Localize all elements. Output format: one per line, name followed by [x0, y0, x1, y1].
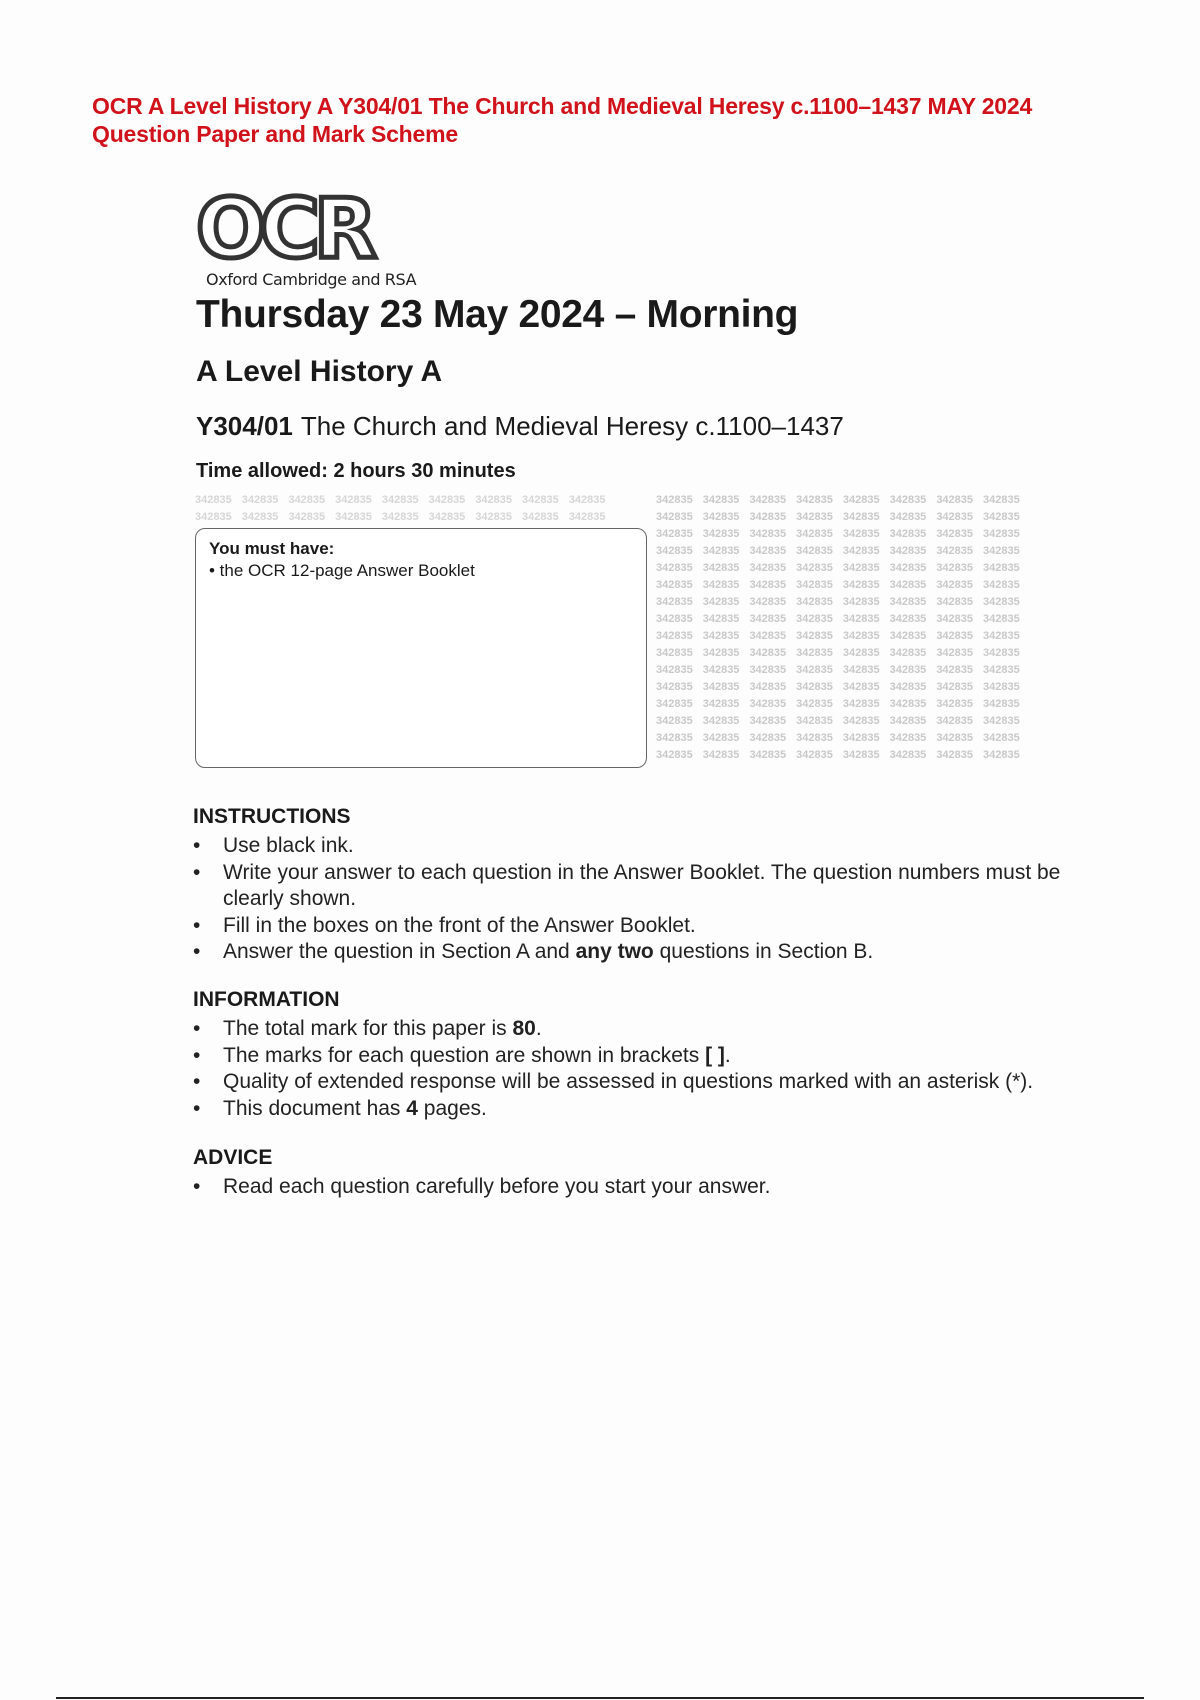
information-heading: INFORMATION — [193, 988, 340, 1011]
title-line-2: Question Paper and Mark Scheme — [92, 121, 458, 147]
watermark-text: 342835 — [889, 630, 927, 642]
watermark-text: 342835 — [936, 698, 974, 710]
watermark-text: 342835 — [749, 579, 787, 591]
title-line-1: OCR A Level History A Y304/01 The Church and Medieval Heresy c.1100–1437 MAY 2024 — [92, 93, 1033, 119]
watermark-text: 342835 — [842, 664, 880, 676]
watermark-text: 342835 — [983, 613, 1020, 625]
watermark-text: 342835 — [936, 528, 974, 540]
watermark-text: 342835 — [936, 613, 974, 625]
watermark-text: 342835 — [842, 749, 880, 761]
watermark-text: 342835 — [702, 545, 740, 557]
page-bottom-rule — [56, 1697, 1144, 1699]
watermark-text: 342835 — [749, 613, 787, 625]
list-item — [193, 1043, 1093, 1070]
watermark-text: 342835 — [936, 596, 974, 608]
watermark-text: 342835 — [656, 647, 693, 659]
watermark-text: 342835 — [889, 732, 927, 744]
watermark-text: 342835 — [335, 494, 372, 506]
watermark-text: 342835 — [656, 698, 693, 710]
list-item-pre: Use black ink. — [223, 834, 354, 857]
watermark-text: 342835 — [656, 664, 693, 676]
watermark-text: 342835 — [656, 630, 693, 642]
watermark-text: 342835 — [796, 511, 833, 523]
information-section — [193, 988, 1093, 1122]
security-watermark-band — [195, 492, 645, 526]
watermark-text: 342835 — [749, 681, 787, 693]
watermark-text: 342835 — [842, 494, 880, 506]
watermark-text: 342835 — [936, 579, 974, 591]
ocr-logo-mark: OCR — [196, 182, 372, 277]
ocr-logo-subtitle: Oxford Cambridge and RSA — [206, 270, 417, 289]
list-item-pre: Quality of extended response will be assessed in questions marked with an asterisk (*). — [223, 1070, 1034, 1093]
watermark-text: 342835 — [936, 664, 974, 676]
list-item — [193, 1069, 1093, 1096]
watermark-text: 342835 — [842, 528, 880, 540]
watermark-text: 342835 — [936, 494, 974, 506]
list-item-pre: The marks for each question are shown in brackets — [223, 1043, 706, 1067]
watermark-text: 342835 — [288, 511, 326, 523]
list-item — [193, 833, 1093, 860]
list-item-post: . — [535, 1017, 542, 1040]
list-item — [193, 1174, 1093, 1201]
list-item — [193, 913, 1093, 940]
watermark-text: 342835 — [936, 749, 974, 761]
watermark-text: 342835 — [983, 511, 1020, 523]
list-item-pre: The total mark for this paper is — [223, 1017, 513, 1040]
watermark-text: 342835 — [842, 613, 880, 625]
watermark-text: 342835 — [983, 732, 1020, 744]
watermark-text: 342835 — [656, 579, 693, 591]
watermark-text: 342835 — [796, 545, 833, 557]
watermark-text: 342835 — [656, 528, 693, 540]
watermark-text: 342835 — [796, 647, 833, 659]
advice-list — [193, 1174, 1093, 1201]
watermark-text: 342835 — [889, 596, 927, 608]
watermark-text: 342835 — [749, 545, 787, 557]
list-item-pre: Write your answer to each question in the Answer Booklet. The question numbers must be clearly shown. — [223, 860, 1061, 910]
watermark-text: 342835 — [702, 579, 740, 591]
watermark-text: 342835 — [936, 681, 974, 693]
watermark-text: 342835 — [842, 647, 880, 659]
watermark-text: 342835 — [983, 681, 1020, 693]
list-item-post: . — [724, 1043, 731, 1067]
watermark-text: 342835 — [983, 579, 1020, 591]
watermark-text: 342835 — [702, 562, 740, 574]
watermark-text: 342835 — [796, 630, 833, 642]
watermark-text: 342835 — [983, 698, 1020, 710]
watermark-text: 342835 — [796, 749, 833, 761]
watermark-text: 342835 — [702, 681, 740, 693]
watermark-text: 342835 — [475, 494, 513, 506]
watermark-text: 342835 — [983, 715, 1020, 727]
watermark-text: 342835 — [656, 613, 693, 625]
watermark-text: 342835 — [936, 630, 974, 642]
watermark-text: 342835 — [749, 647, 787, 659]
watermark-text: 342835 — [749, 494, 787, 506]
watermark-text: 342835 — [475, 511, 513, 523]
watermark-text: 342835 — [889, 698, 927, 710]
watermark-text: 342835 — [936, 647, 974, 659]
watermark-text: 342835 — [842, 732, 880, 744]
watermark-text: 342835 — [842, 511, 880, 523]
watermark-text: 342835 — [842, 545, 880, 557]
advice-heading: ADVICE — [193, 1146, 273, 1169]
watermark-text: 342835 — [749, 664, 787, 676]
watermark-text: 342835 — [702, 528, 740, 540]
watermark-text: 342835 — [656, 545, 693, 557]
watermark-text: 342835 — [656, 732, 693, 744]
watermark-text: 342835 — [889, 545, 927, 557]
watermark-text: 342835 — [522, 494, 559, 506]
list-item-bold: [ ] — [705, 1043, 725, 1067]
list-item-pre: Answer the question in Section A and — [223, 940, 576, 963]
information-list — [193, 1016, 1093, 1122]
watermark-text: 342835 — [842, 562, 880, 574]
watermark-text: 342835 — [702, 613, 740, 625]
watermark-text: 342835 — [195, 511, 232, 523]
watermark-text: 342835 — [656, 511, 693, 523]
watermark-text: 342835 — [889, 749, 927, 761]
watermark-text: 342835 — [889, 528, 927, 540]
watermark-text: 342835 — [702, 732, 740, 744]
watermark-text: 342835 — [796, 494, 833, 506]
list-item-bold: any two — [575, 940, 654, 963]
watermark-text: 342835 — [842, 698, 880, 710]
watermark-text: 342835 — [983, 749, 1020, 761]
watermark-text: 342835 — [842, 596, 880, 608]
watermark-text: 342835 — [796, 664, 833, 676]
watermark-text: 342835 — [241, 494, 279, 506]
watermark-text: 342835 — [702, 647, 740, 659]
watermark-text: 342835 — [656, 681, 693, 693]
list-item — [193, 1096, 1093, 1123]
watermark-text: 342835 — [983, 562, 1020, 574]
list-item-bold: 80 — [512, 1017, 536, 1040]
watermark-text: 342835 — [702, 664, 740, 676]
watermark-text: 342835 — [428, 511, 466, 523]
watermark-text: 342835 — [381, 511, 419, 523]
watermark-text: 342835 — [889, 681, 927, 693]
must-have-item: • the OCR 12-page Answer Booklet — [209, 561, 475, 580]
watermark-text: 342835 — [842, 630, 880, 642]
watermark-text: 342835 — [983, 664, 1020, 676]
watermark-text: 342835 — [796, 613, 833, 625]
ocr-logo — [196, 182, 417, 289]
security-watermark — [656, 492, 1048, 764]
watermark-text: 342835 — [842, 715, 880, 727]
watermark-text: 342835 — [702, 698, 740, 710]
watermark-text: 342835 — [796, 596, 833, 608]
list-item — [193, 860, 1093, 913]
watermark-text: 342835 — [749, 511, 787, 523]
watermark-text: 342835 — [522, 511, 559, 523]
unit-code: Y304/01 — [196, 411, 293, 441]
watermark-text: 342835 — [796, 579, 833, 591]
watermark-text: 342835 — [428, 494, 466, 506]
watermark-text: 342835 — [656, 715, 693, 727]
watermark-text: 342835 — [749, 630, 787, 642]
watermark-text: 342835 — [749, 698, 787, 710]
watermark-text: 342835 — [983, 630, 1020, 642]
watermark-text: 342835 — [936, 732, 974, 744]
watermark-text: 342835 — [195, 494, 232, 506]
watermark-text: 342835 — [702, 511, 740, 523]
list-item-bold: 4 — [406, 1096, 418, 1120]
watermark-text: 342835 — [983, 494, 1020, 506]
qualification-title: A Level History A — [196, 355, 443, 388]
watermark-text: 342835 — [889, 579, 927, 591]
instructions-heading: INSTRUCTIONS — [193, 805, 351, 828]
list-item-pre: Read each question carefully before you start your answer. — [223, 1175, 771, 1198]
watermark-text: 342835 — [656, 596, 693, 608]
watermark-text: 342835 — [656, 749, 693, 761]
watermark-text: 342835 — [702, 494, 740, 506]
watermark-text: 342835 — [983, 545, 1020, 557]
watermark-text: 342835 — [983, 596, 1020, 608]
list-item — [193, 939, 1093, 966]
watermark-text: 342835 — [749, 528, 787, 540]
unit-title — [196, 411, 844, 442]
list-item-post: questions in Section B. — [653, 940, 874, 963]
watermark-text: 342835 — [702, 749, 740, 761]
list-item-post: pages. — [417, 1096, 487, 1120]
watermark-text: 342835 — [889, 613, 927, 625]
watermark-text: 342835 — [796, 698, 833, 710]
watermark-text: 342835 — [796, 715, 833, 727]
watermark-text: 342835 — [936, 715, 974, 727]
watermark-text: 342835 — [983, 647, 1020, 659]
unit-name: The Church and Medieval Heresy c.1100–1437 — [300, 411, 844, 441]
watermark-text: 342835 — [749, 715, 787, 727]
list-item-pre: Fill in the boxes on the front of the Answer Booklet. — [223, 913, 696, 937]
watermark-text: 342835 — [749, 749, 787, 761]
watermark-text: 342835 — [983, 528, 1020, 540]
watermark-text: 342835 — [796, 732, 833, 744]
watermark-text: 342835 — [702, 630, 740, 642]
document-title — [92, 92, 1132, 148]
watermark-text: 342835 — [889, 562, 927, 574]
watermark-text: 342835 — [796, 528, 833, 540]
instructions-list — [193, 833, 1093, 966]
watermark-text: 342835 — [381, 494, 419, 506]
watermark-text: 342835 — [749, 732, 787, 744]
watermark-text: 342835 — [936, 545, 974, 557]
watermark-text: 342835 — [568, 494, 606, 506]
watermark-text: 342835 — [936, 562, 974, 574]
watermark-text: 342835 — [889, 511, 927, 523]
watermark-text: 342835 — [889, 494, 927, 506]
watermark-text: 342835 — [796, 562, 833, 574]
must-have-label: You must have: — [209, 539, 335, 558]
watermark-text: 342835 — [656, 494, 693, 506]
exam-date: Thursday 23 May 2024 – Morning — [196, 293, 799, 336]
watermark-text: 342835 — [749, 596, 787, 608]
watermark-text: 342835 — [241, 511, 279, 523]
watermark-text: 342835 — [936, 511, 974, 523]
watermark-text: 342835 — [702, 596, 740, 608]
you-must-have-box — [195, 528, 647, 768]
watermark-text: 342835 — [749, 562, 787, 574]
watermark-text: 342835 — [568, 511, 606, 523]
watermark-text: 342835 — [889, 647, 927, 659]
instructions-section — [193, 805, 1093, 966]
advice-section — [193, 1146, 1093, 1201]
watermark-text: 342835 — [889, 664, 927, 676]
time-allowed: Time allowed: 2 hours 30 minutes — [196, 460, 516, 482]
watermark-text: 342835 — [335, 511, 372, 523]
watermark-text: 342835 — [842, 579, 880, 591]
watermark-text: 342835 — [889, 715, 927, 727]
watermark-text: 342835 — [288, 494, 326, 506]
watermark-text: 342835 — [702, 715, 740, 727]
watermark-text: 342835 — [796, 681, 833, 693]
watermark-text: 342835 — [656, 562, 693, 574]
watermark-text: 342835 — [842, 681, 880, 693]
list-item-pre: This document has — [223, 1096, 407, 1120]
list-item — [193, 1016, 1093, 1043]
